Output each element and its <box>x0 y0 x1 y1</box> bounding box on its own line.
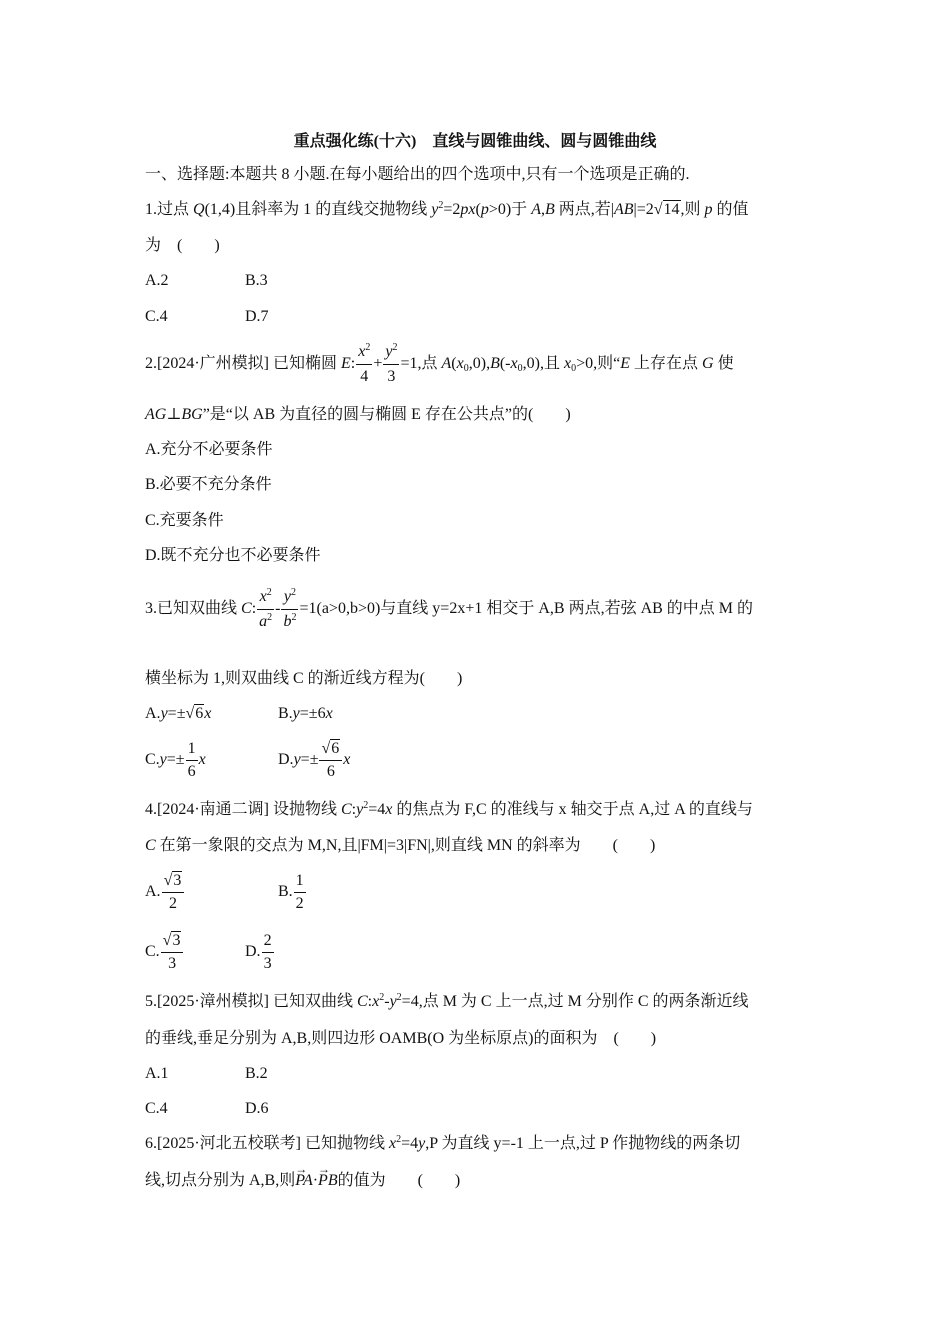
radicand: 14 <box>663 201 680 218</box>
q4-option-a[interactable]: A. $\frac{√3}{2}$ <box>145 870 185 914</box>
q4-option-c[interactable]: C. $\frac{√3}{3}$ <box>145 930 184 974</box>
q5-option-c[interactable]: C.4 <box>145 1100 168 1117</box>
question-5: 5.[2025·漳州模拟] 已知双曲线 $C:x^2-y^2=4$,点 M 为 C 上一点,过 M 分别作 C 的两条渐近线 <box>145 992 749 1010</box>
q1-option-a[interactable]: A.2 <box>145 272 169 289</box>
question-5-line2: 的垂线,垂足分别为 A,B,则四边形 OAMB(O 为坐标原点)的面积为 ( ) <box>145 1030 657 1047</box>
fraction: $\frac{y^2}{b^2}$ <box>283 586 297 630</box>
fraction: $\frac{y^2}{3}$ <box>385 341 398 385</box>
question-3: 3.已知双曲线 C: $\frac{x^2}{a^2}$ - $\frac{y^2}{b^2}$ =1(a>0,b>0)与直线 y=2x+1 相交于 A,B 两点,若弦 AB 的中点 M 的 <box>145 586 754 630</box>
q1-option-b[interactable]: B.3 <box>245 272 268 289</box>
fraction: $\frac{x^2}{a^2}$ <box>259 586 273 630</box>
page-title: 重点强化练(十六) 直线与圆锥曲线、圆与圆锥曲线 <box>293 133 657 150</box>
question-2: 2.[2024·广州模拟] 已知椭圆 E: $\frac{x^2}{4}$ + $\frac{y^2}{3}$ =1,点 $A(x_0,0),B(-x_0,0)$,且 $x_0>0$,则“E 上存在点 G 使 <box>145 341 734 385</box>
question-6: 6.[2025·河北五校联考] 已知抛物线 $x^2=4y,P$ 为直线 y=-1 上一点,过 P 作抛物线的两条切 <box>145 1134 741 1152</box>
q4-option-d[interactable]: D. $\frac{2}{3}$ <box>245 931 272 972</box>
q4-option-b[interactable]: B. $\frac{1}{2}$ <box>278 871 304 912</box>
question-4: 4.[2024·南通二调] 设抛物线 $C:y^2=4x$ 的焦点为 F,C 的准线与 x 轴交于点 A,过 A 的直线与 <box>145 800 753 818</box>
question-4-line2: C 在第一象限的交点为 M,N,且|FM|=3|FN|,则直线 MN 的斜率为 ( ) <box>145 837 656 854</box>
q5-option-d[interactable]: D.6 <box>245 1100 269 1117</box>
q3-option-b[interactable]: B.y=±6x <box>278 705 333 722</box>
q2-option-d[interactable]: D.既不充分也不必要条件 <box>145 547 321 564</box>
question-2-line2: AG⊥BG”是“以 AB 为直径的圆与椭圆 E 存在公共点”的( ) <box>145 406 571 423</box>
q5-option-a[interactable]: A.1 <box>145 1065 169 1082</box>
question-1: 1.过点 Q(1,4)且斜率为 1 的直线交抛物线 $y^2=2px(p>0)$于 A,B 两点,若|AB|=2√14,则 p 的值 <box>145 200 749 218</box>
question-6-line2: 线,切点分别为 A,B,则→ PA·→ PB的值为 ( ) <box>145 1171 460 1191</box>
q5-option-b[interactable]: B.2 <box>245 1065 268 1082</box>
q1-option-c[interactable]: C.4 <box>145 308 168 325</box>
q2-option-c[interactable]: C.充要条件 <box>145 512 224 529</box>
q2-option-b[interactable]: B.必要不充分条件 <box>145 476 272 493</box>
section-heading: 一、选择题:本题共 8 小题.在每小题给出的四个选项中,只有一个选项是正确的. <box>145 166 690 183</box>
fraction: $\frac{x^2}{4}$ <box>358 341 371 385</box>
q2-option-a[interactable]: A.充分不必要条件 <box>145 441 273 458</box>
question-3-line2: 横坐标为 1,则双曲线 C 的渐近线方程为( ) <box>145 670 463 687</box>
q3-option-d[interactable]: D.y=± $\frac{√6}{6}$ x <box>278 739 351 780</box>
q3-option-c[interactable]: C.y=± $\frac{1}{6}$ x <box>145 739 206 780</box>
question-1-line2: 为 ( ) <box>145 237 220 254</box>
q3-option-a[interactable]: A.y=±√6x <box>145 705 212 722</box>
q1-option-d[interactable]: D.7 <box>245 308 269 325</box>
